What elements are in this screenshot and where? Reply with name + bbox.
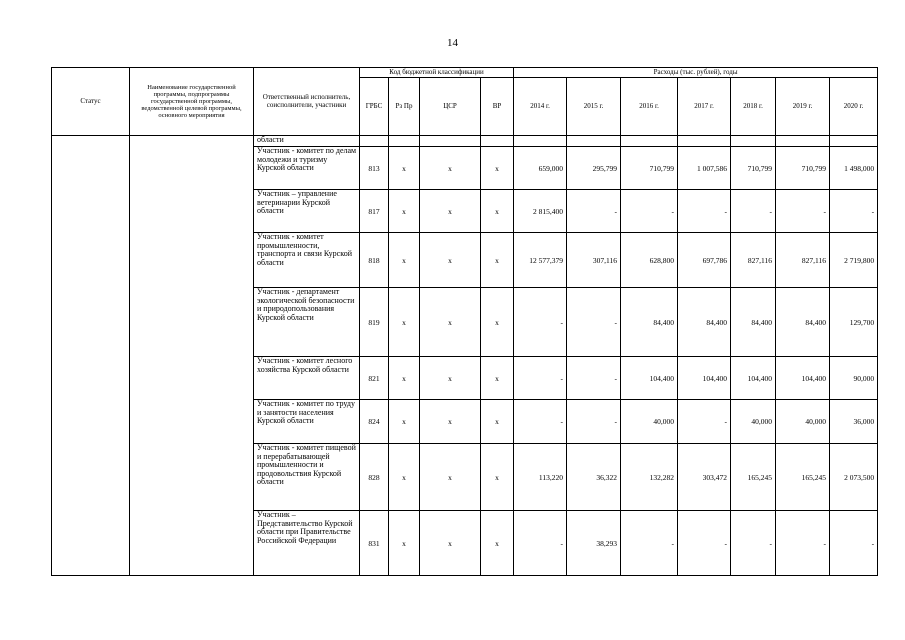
value-2020: 2 719,800 bbox=[830, 233, 878, 288]
status-cell bbox=[52, 136, 130, 576]
csr-cell: х bbox=[420, 147, 481, 190]
vr-cell: х bbox=[481, 400, 514, 444]
value-2014: - bbox=[514, 511, 567, 576]
header-rzpr: Рз Пр bbox=[389, 78, 420, 136]
rzpr-cell: х bbox=[389, 400, 420, 444]
grbs-cell: 831 bbox=[360, 511, 389, 576]
value-2015: - bbox=[567, 190, 621, 233]
header-expenses-group: Расходы (тыс. рублей), годы bbox=[514, 68, 878, 78]
program-name-cell bbox=[130, 136, 254, 576]
vr-cell: х bbox=[481, 190, 514, 233]
value-2018: 827,116 bbox=[731, 233, 776, 288]
value-2019: - bbox=[776, 511, 830, 576]
csr-cell: х bbox=[420, 190, 481, 233]
value-2019: 827,116 bbox=[776, 233, 830, 288]
vr-cell: х bbox=[481, 147, 514, 190]
value-2020: 36,000 bbox=[830, 400, 878, 444]
rzpr-cell: х bbox=[389, 511, 420, 576]
responsible-cell: Участник – управление ветеринарии Курской области bbox=[254, 190, 360, 233]
vr-cell: х bbox=[481, 357, 514, 400]
value-2019: 165,245 bbox=[776, 444, 830, 511]
value-2017: - bbox=[678, 400, 731, 444]
grbs-cell: 818 bbox=[360, 233, 389, 288]
value-2014: 113,220 bbox=[514, 444, 567, 511]
value-2020: 90,000 bbox=[830, 357, 878, 400]
value-2014: - bbox=[514, 357, 567, 400]
budget-table bbox=[51, 67, 878, 576]
responsible-cell: Участник - комитет по делам молодежи и туризму Курской области bbox=[254, 147, 360, 190]
value-2014: 2 815,400 bbox=[514, 190, 567, 233]
value-2015: 295,799 bbox=[567, 147, 621, 190]
value-2019: - bbox=[776, 190, 830, 233]
table-header bbox=[52, 68, 878, 136]
continuation-text: области bbox=[254, 136, 360, 147]
csr-cell: х bbox=[420, 400, 481, 444]
csr-cell: х bbox=[420, 233, 481, 288]
header-year-2020: 2020 г. bbox=[830, 78, 878, 136]
value-2016: 84,400 bbox=[621, 288, 678, 357]
value-2020: - bbox=[830, 190, 878, 233]
value-2017: 104,400 bbox=[678, 357, 731, 400]
value-2020: 1 498,000 bbox=[830, 147, 878, 190]
responsible-cell: Участник - комитет по труду и занятости населения Курской области bbox=[254, 400, 360, 444]
header-year-2014: 2014 г. bbox=[514, 78, 567, 136]
grbs-cell: 813 bbox=[360, 147, 389, 190]
rzpr-cell: х bbox=[389, 288, 420, 357]
value-2015: - bbox=[567, 357, 621, 400]
value-2017: - bbox=[678, 511, 731, 576]
header-budget-code-group: Код бюджетной классификации bbox=[360, 68, 514, 78]
value-2016: 132,282 bbox=[621, 444, 678, 511]
vr-cell: х bbox=[481, 511, 514, 576]
value-2017: 303,472 bbox=[678, 444, 731, 511]
value-2017: 1 007,586 bbox=[678, 147, 731, 190]
value-2016: - bbox=[621, 190, 678, 233]
value-2018: 165,245 bbox=[731, 444, 776, 511]
value-2018: 40,000 bbox=[731, 400, 776, 444]
responsible-cell: Участник - комитет промышленности, транспорта и связи Курской области bbox=[254, 233, 360, 288]
value-2017: - bbox=[678, 190, 731, 233]
csr-cell: х bbox=[420, 288, 481, 357]
page-number: 14 bbox=[447, 37, 458, 49]
header-grbs: ГРБС bbox=[360, 78, 389, 136]
value-2016: - bbox=[621, 511, 678, 576]
rzpr-cell: х bbox=[389, 357, 420, 400]
value-2016: 40,000 bbox=[621, 400, 678, 444]
value-2019: 710,799 bbox=[776, 147, 830, 190]
grbs-cell: 828 bbox=[360, 444, 389, 511]
rzpr-cell: х bbox=[389, 444, 420, 511]
header-year-2016: 2016 г. bbox=[621, 78, 678, 136]
csr-cell: х bbox=[420, 511, 481, 576]
value-2017: 697,786 bbox=[678, 233, 731, 288]
value-2015: 307,116 bbox=[567, 233, 621, 288]
responsible-cell: Участник - комитет лесного хозяйства Курской области bbox=[254, 357, 360, 400]
value-2016: 628,800 bbox=[621, 233, 678, 288]
value-2014: 659,000 bbox=[514, 147, 567, 190]
value-2015: - bbox=[567, 400, 621, 444]
value-2019: 40,000 bbox=[776, 400, 830, 444]
csr-cell: х bbox=[420, 357, 481, 400]
value-2018: - bbox=[731, 190, 776, 233]
rzpr-cell: х bbox=[389, 147, 420, 190]
grbs-cell: 824 bbox=[360, 400, 389, 444]
vr-cell: х bbox=[481, 288, 514, 357]
value-2018: 710,799 bbox=[731, 147, 776, 190]
value-2019: 104,400 bbox=[776, 357, 830, 400]
rzpr-cell: х bbox=[389, 190, 420, 233]
value-2015: - bbox=[567, 288, 621, 357]
value-2014: 12 577,379 bbox=[514, 233, 567, 288]
value-2016: 710,799 bbox=[621, 147, 678, 190]
table-body bbox=[52, 136, 878, 576]
value-2020: 129,700 bbox=[830, 288, 878, 357]
header-year-2017: 2017 г. bbox=[678, 78, 731, 136]
responsible-cell: Участник - комитет пищевой и перерабатывающей промышленности и продовольствия Курской области bbox=[254, 444, 360, 511]
grbs-cell: 821 bbox=[360, 357, 389, 400]
header-vr: ВР bbox=[481, 78, 514, 136]
csr-cell: х bbox=[420, 444, 481, 511]
vr-cell: х bbox=[481, 444, 514, 511]
vr-cell: х bbox=[481, 233, 514, 288]
table-row-continuation bbox=[52, 136, 878, 147]
value-2018: 104,400 bbox=[731, 357, 776, 400]
value-2020: 2 073,500 bbox=[830, 444, 878, 511]
grbs-cell: 819 bbox=[360, 288, 389, 357]
value-2015: 36,322 bbox=[567, 444, 621, 511]
grbs-cell: 817 bbox=[360, 190, 389, 233]
header-name: Наименование государственной программы, подпрограммы государственной программы, ведомственной целевой программы, основного мероприятия bbox=[130, 68, 254, 136]
responsible-cell: Участник - департамент экологической безопасности и природопользования Курской области bbox=[254, 288, 360, 357]
value-2015: 38,293 bbox=[567, 511, 621, 576]
header-csr: ЦСР bbox=[420, 78, 481, 136]
header-year-2015: 2015 г. bbox=[567, 78, 621, 136]
value-2014: - bbox=[514, 400, 567, 444]
value-2014: - bbox=[514, 288, 567, 357]
value-2016: 104,400 bbox=[621, 357, 678, 400]
value-2019: 84,400 bbox=[776, 288, 830, 357]
rzpr-cell: х bbox=[389, 233, 420, 288]
value-2018: 84,400 bbox=[731, 288, 776, 357]
header-year-2018: 2018 г. bbox=[731, 78, 776, 136]
value-2017: 84,400 bbox=[678, 288, 731, 357]
responsible-cell: Участник – Представительство Курской области при Правительстве Российской Федерации bbox=[254, 511, 360, 576]
header-year-2019: 2019 г. bbox=[776, 78, 830, 136]
header-responsible: Ответственный исполнитель, соисполнители, участники bbox=[254, 68, 360, 136]
value-2020: - bbox=[830, 511, 878, 576]
header-status: Статус bbox=[52, 68, 130, 136]
value-2018: - bbox=[731, 511, 776, 576]
